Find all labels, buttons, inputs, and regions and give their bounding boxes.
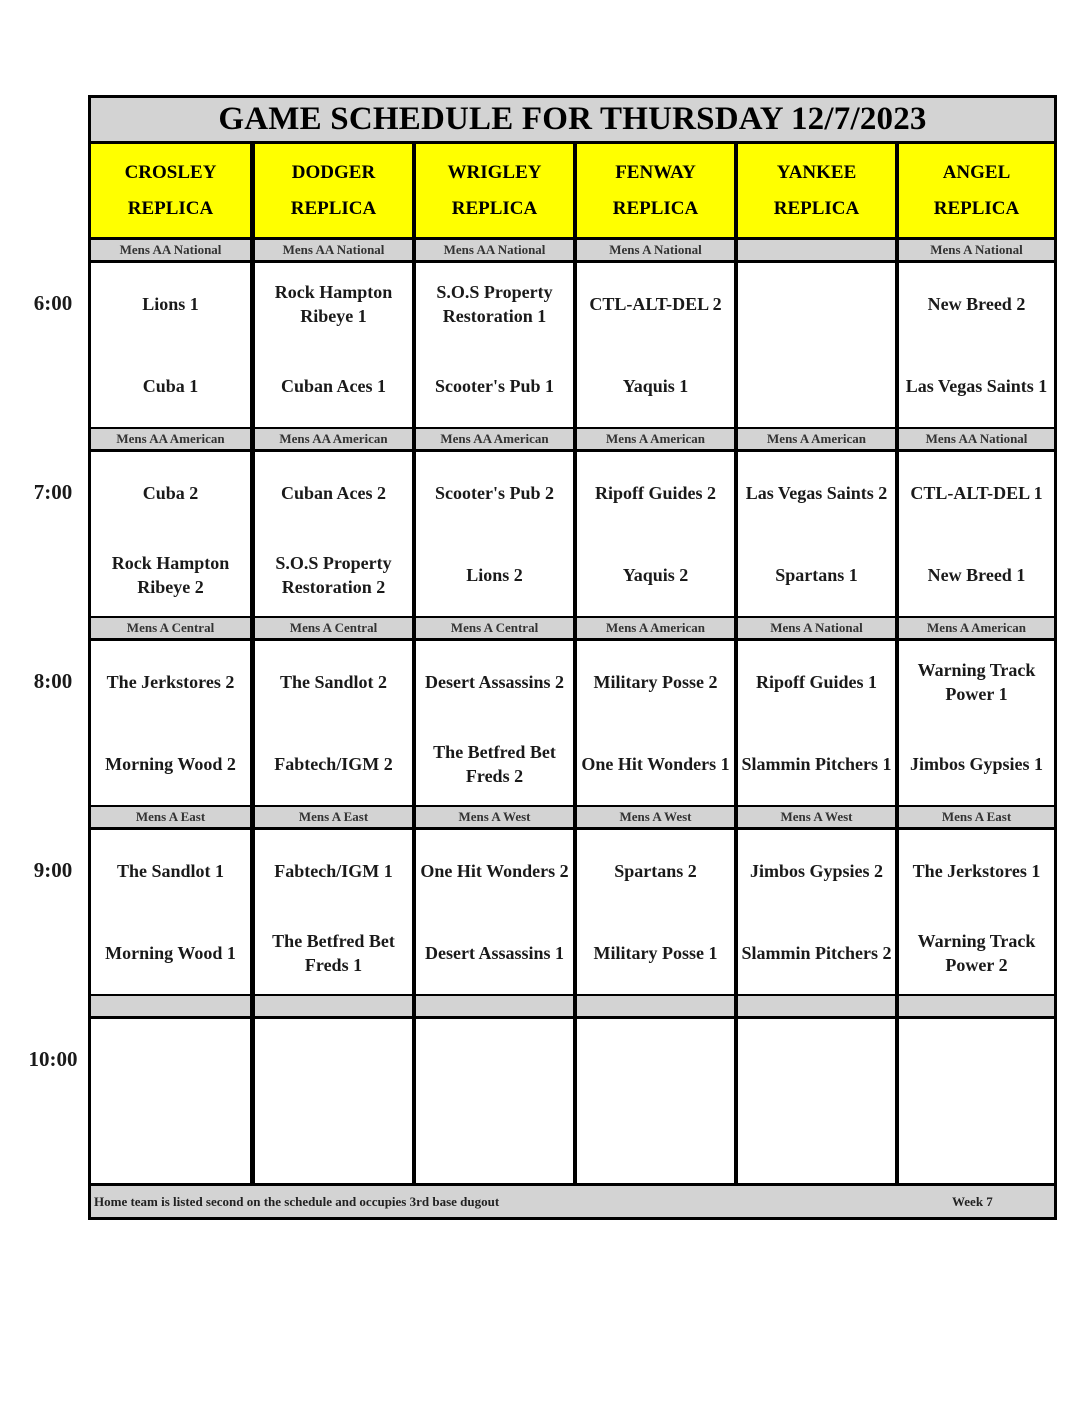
away-team: Cuban Aces 2 [280, 483, 387, 503]
division-label: Mens AA National [416, 240, 573, 260]
game-cell [91, 830, 250, 994]
division-label: Mens AA National [899, 429, 1054, 449]
field-header [91, 144, 250, 237]
division-label: Mens A National [899, 240, 1054, 260]
division-label [255, 996, 412, 1016]
game-cell [738, 641, 895, 805]
game-cell [255, 452, 412, 616]
division-label: Mens A West [738, 807, 895, 827]
division-label: Mens A East [91, 807, 250, 827]
home-team: Slammin Pitchers 1 [741, 754, 892, 774]
away-team: S.O.S Property Restoration 1 [436, 282, 553, 326]
field-header [255, 144, 412, 237]
home-team: Yaquis 2 [622, 565, 689, 585]
division-label: Mens AA National [255, 240, 412, 260]
schedule-table [88, 95, 1057, 1220]
away-team: Las Vegas Saints 2 [745, 483, 888, 503]
home-team: Morning Wood 2 [105, 754, 236, 774]
away-team: One Hit Wonders 2 [420, 861, 569, 881]
field-header [738, 144, 895, 237]
game-cell [577, 641, 734, 805]
division-label: Mens A American [738, 429, 895, 449]
home-team [738, 1101, 895, 1183]
game-cell [416, 641, 573, 805]
game-cell [899, 452, 1054, 616]
field-subtitle: REPLICA [290, 197, 377, 219]
time-label: 9:00 [33, 858, 73, 882]
division-label: Mens A Central [91, 618, 250, 638]
home-team: Jimbos Gypsies 1 [909, 754, 1044, 774]
game-cell [899, 1019, 1054, 1183]
division-label: Mens A National [577, 240, 734, 260]
game-cell [899, 830, 1054, 994]
game-cell [738, 830, 895, 994]
game-cell [738, 263, 895, 427]
division-label: Mens A American [577, 618, 734, 638]
division-label: Mens A National [738, 618, 895, 638]
game-cell [899, 263, 1054, 427]
away-team: Fabtech/IGM 1 [274, 861, 393, 881]
away-team: Ripoff Guides 1 [755, 672, 878, 692]
home-team [738, 345, 895, 427]
field-name: CROSLEY [124, 161, 217, 183]
division-label [899, 996, 1054, 1016]
game-cell [577, 1019, 734, 1183]
time-label: 10:00 [28, 1047, 78, 1071]
division-label: Mens A East [255, 807, 412, 827]
away-team: Cuba 2 [142, 483, 199, 503]
field-subtitle: REPLICA [612, 197, 699, 219]
division-label: Mens A American [899, 618, 1054, 638]
game-cell [91, 1019, 250, 1183]
away-team: Warning Track Power 1 [917, 660, 1036, 704]
home-team: Military Posse 1 [593, 943, 718, 963]
division-label: Mens A American [577, 429, 734, 449]
footer-note: Home team is listed second on the schedule and occupies 3rd base dugout [94, 1194, 500, 1209]
game-cell [91, 641, 250, 805]
game-cell [255, 1019, 412, 1183]
division-label: Mens AA American [416, 429, 573, 449]
home-team: Morning Wood 1 [105, 943, 236, 963]
field-header [899, 144, 1054, 237]
away-team [91, 1019, 250, 1101]
away-team: Scooter's Pub 2 [435, 483, 554, 503]
game-cell [577, 263, 734, 427]
home-team: Warning Track Power 2 [917, 931, 1036, 975]
game-cell [255, 263, 412, 427]
away-team: Military Posse 2 [593, 672, 718, 692]
away-team: Spartans 2 [614, 861, 697, 881]
home-team: Lions 2 [466, 565, 523, 585]
away-team [255, 1019, 412, 1101]
game-cell [91, 263, 250, 427]
home-team: Cuba 1 [142, 376, 199, 396]
game-cell [738, 1019, 895, 1183]
home-team: Yaquis 1 [622, 376, 689, 396]
field-header [577, 144, 734, 237]
away-team: The Sandlot 2 [279, 672, 388, 692]
away-team: The Jerkstores 1 [912, 861, 1041, 881]
week-label: Week 7 [952, 1194, 993, 1209]
game-cell [738, 452, 895, 616]
home-team: Rock Hampton Ribeye 2 [111, 553, 230, 597]
away-team [899, 1019, 1054, 1101]
home-team: S.O.S Property Restoration 2 [275, 553, 392, 597]
field-name: DODGER [291, 161, 376, 183]
away-team: Ripoff Guides 2 [594, 483, 717, 503]
away-team: CTL-ALT-DEL 1 [910, 483, 1043, 503]
division-label [91, 996, 250, 1016]
home-team: Slammin Pitchers 2 [741, 943, 892, 963]
home-team: Scooter's Pub 1 [435, 376, 554, 396]
away-team: Jimbos Gypsies 2 [749, 861, 884, 881]
home-team [91, 1101, 250, 1183]
away-team: CTL-ALT-DEL 2 [589, 294, 722, 314]
time-label: 6:00 [33, 291, 73, 315]
division-label: Mens A West [577, 807, 734, 827]
home-team [255, 1101, 412, 1183]
division-label [416, 996, 573, 1016]
away-team: Desert Assassins 2 [424, 672, 564, 692]
game-cell [577, 830, 734, 994]
away-team [577, 1019, 734, 1101]
game-cell [255, 641, 412, 805]
game-cell [416, 263, 573, 427]
home-team: Cuban Aces 1 [280, 376, 387, 396]
home-team [416, 1101, 573, 1183]
home-team: One Hit Wonders 1 [581, 754, 730, 774]
away-team [738, 263, 895, 345]
division-label: Mens A West [416, 807, 573, 827]
time-label: 8:00 [33, 669, 73, 693]
division-label [738, 240, 895, 260]
division-label: Mens AA National [91, 240, 250, 260]
home-team: New Breed 1 [927, 565, 1026, 585]
field-subtitle: REPLICA [773, 197, 860, 219]
home-team: Spartans 1 [775, 565, 858, 585]
game-cell [416, 830, 573, 994]
field-subtitle: REPLICA [451, 197, 538, 219]
division-label: Mens AA American [91, 429, 250, 449]
field-subtitle: REPLICA [127, 197, 214, 219]
home-team [577, 1101, 734, 1183]
game-cell [899, 641, 1054, 805]
schedule-title: GAME SCHEDULE FOR THURSDAY 12/7/2023 [91, 98, 1054, 141]
game-cell [255, 830, 412, 994]
home-team: The Betfred Bet Freds 1 [272, 931, 395, 975]
away-team: Rock Hampton Ribeye 1 [274, 282, 393, 326]
away-team [416, 1019, 573, 1101]
field-name: ANGEL [942, 161, 1011, 183]
division-label: Mens AA American [255, 429, 412, 449]
home-team: Las Vegas Saints 1 [905, 376, 1048, 396]
field-name: YANKEE [776, 161, 857, 183]
game-cell [416, 452, 573, 616]
game-cell [577, 452, 734, 616]
game-cell [91, 452, 250, 616]
home-team: Fabtech/IGM 2 [274, 754, 393, 774]
division-label [577, 996, 734, 1016]
away-team [738, 1019, 895, 1101]
division-label: Mens A Central [255, 618, 412, 638]
time-label: 7:00 [33, 480, 73, 504]
game-cell [416, 1019, 573, 1183]
field-header [416, 144, 573, 237]
schedule-footer [91, 1186, 1054, 1217]
division-label: Mens A Central [416, 618, 573, 638]
field-name: FENWAY [615, 161, 696, 183]
field-subtitle: REPLICA [933, 197, 1020, 219]
away-team: The Jerkstores 2 [106, 672, 235, 692]
division-label [738, 996, 895, 1016]
away-team: The Sandlot 1 [116, 861, 225, 881]
division-label: Mens A East [899, 807, 1054, 827]
home-team: Desert Assassins 1 [424, 943, 564, 963]
away-team: New Breed 2 [927, 294, 1026, 314]
field-name: WRIGLEY [447, 161, 542, 183]
home-team [899, 1101, 1054, 1183]
home-team: The Betfred Bet Freds 2 [433, 742, 556, 786]
away-team: Lions 1 [142, 294, 199, 314]
